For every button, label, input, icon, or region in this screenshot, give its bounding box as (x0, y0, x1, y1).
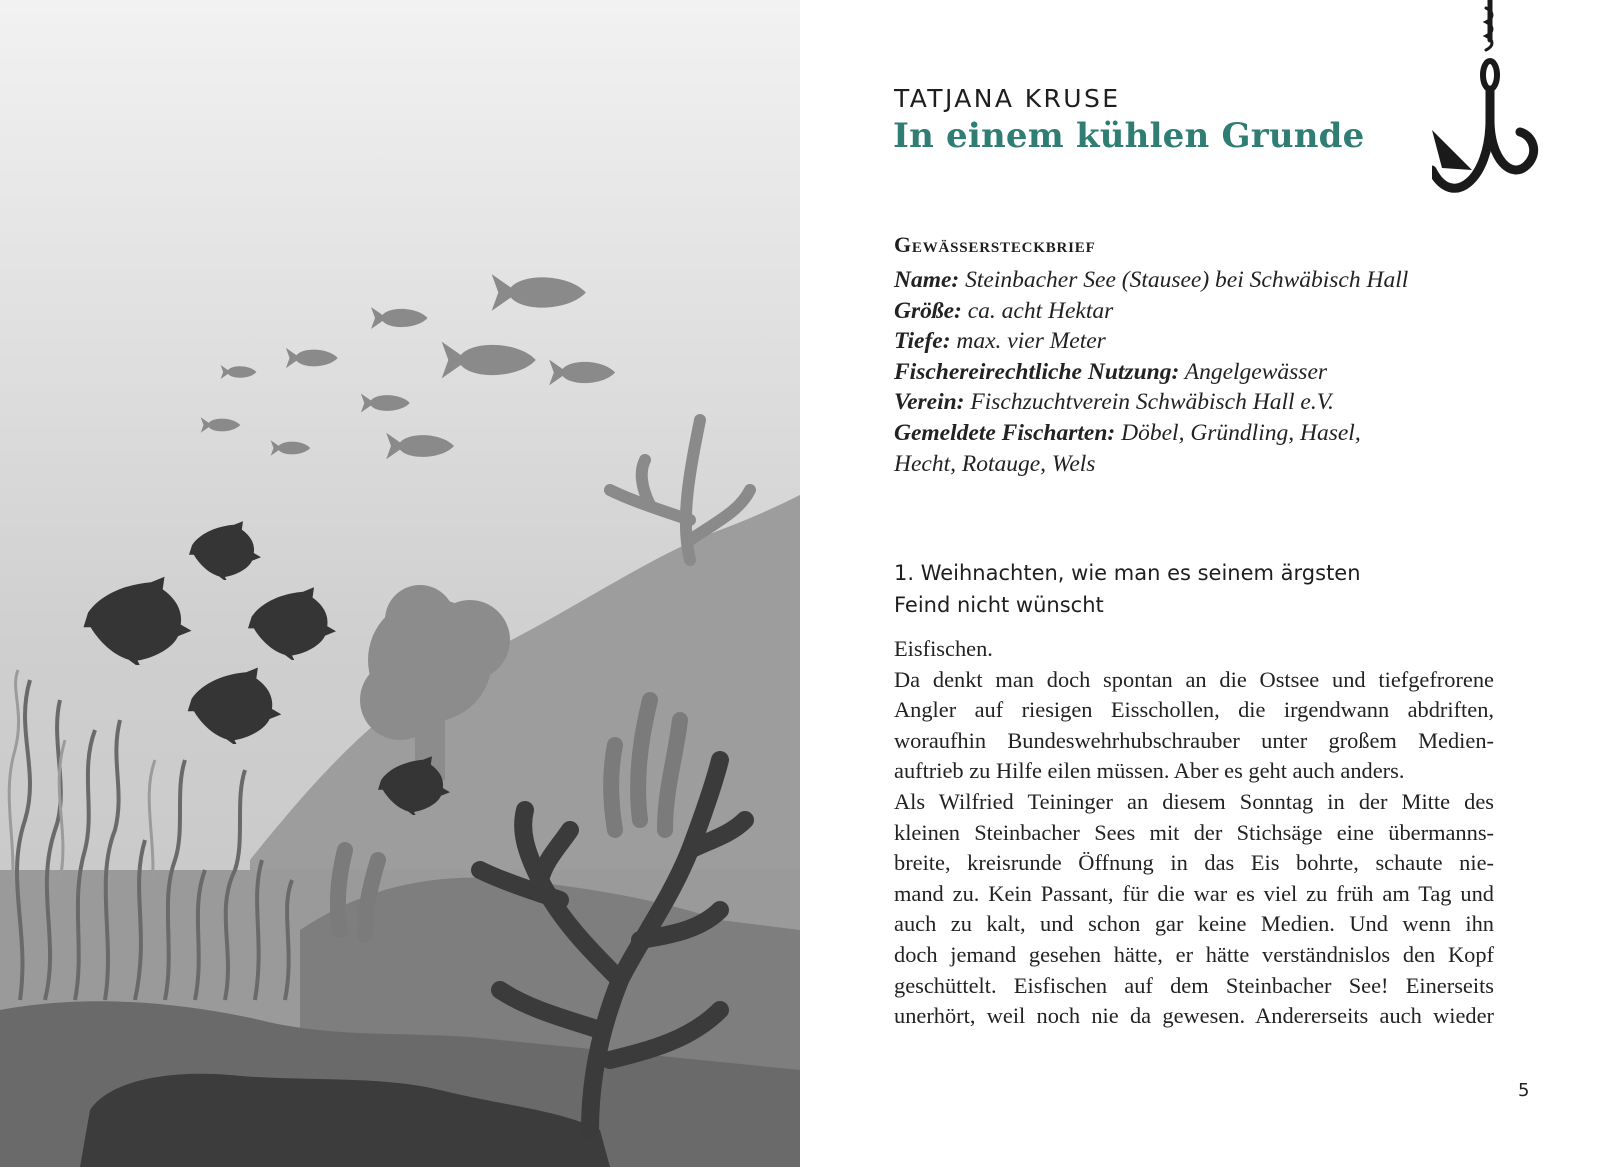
fact-club (894, 387, 1534, 418)
body-line: doch jemand gesehen hätte, er hätte verständnislos den Kopf (894, 941, 1494, 967)
fact-usage (894, 357, 1534, 388)
chapter-title (894, 558, 1514, 621)
fact-key: Verein: (894, 389, 965, 416)
body-line: breite, kreisrunde Öffnung in das Eis bohrte, schaute nie- (894, 850, 1494, 876)
body-line: Als Wilfried Teininger an diesem Sonntag in der Mitte des (894, 788, 1494, 814)
body-line: Eisfischen. (894, 636, 993, 661)
fact-value: max. vier Meter (950, 328, 1106, 355)
chapter-title-line: Feind nicht wünscht (894, 592, 1104, 617)
page-number: 5 (1518, 1080, 1530, 1101)
author-name: TATJANA KRUSE (894, 84, 1121, 113)
body-line: auftrieb zu Hilfe eilen müssen. Aber es geht auch anders. (894, 758, 1405, 784)
fact-value: Angelgewässer (1179, 358, 1328, 385)
body-line: unerhört, weil noch nie da gewesen. Andererseits auch wieder (894, 1003, 1494, 1029)
fact-key: Fischereirechtliche Nutzung: (894, 358, 1180, 385)
body-line: woraufhin Bundeswehrhubschrauber unter großem Medien- (894, 727, 1494, 753)
steckbrief-facts (894, 265, 1534, 479)
body-line: auch zu kalt, und schon gar keine Medien. Und wenn ihn (894, 911, 1494, 937)
body-text (894, 634, 1494, 1032)
body-line: Angler auf riesigen Eisschollen, die irgendwann abdriften, (894, 697, 1494, 723)
fact-size (894, 296, 1534, 327)
body-line: mand zu. Kein Passant, für die war es viel zu früh am Tag und (894, 880, 1494, 906)
fact-key: Gemeldete Fischarten: (894, 419, 1116, 446)
steckbrief-heading: Gewässersteckbrief (894, 232, 1096, 257)
fact-depth (894, 326, 1534, 357)
story-title: In einem kühlen Grunde (893, 116, 1365, 156)
body-line: kleinen Steinbacher Sees mit der Stichsäge eine übermanns- (894, 819, 1494, 845)
fact-key: Name: (894, 267, 960, 293)
fact-species (894, 418, 1534, 449)
fact-name (894, 265, 1534, 296)
body-line: geschüttelt. Eisfischen auf dem Steinbacher See! Einerseits (894, 972, 1494, 998)
fact-value: Fischzuchtverein Schwäbisch Hall e.V. (964, 389, 1334, 416)
fact-value: Döbel, Gründling, Hasel, (1115, 419, 1361, 446)
fact-key: Tiefe: (894, 328, 951, 355)
fact-value: ca. acht Hektar (961, 297, 1114, 324)
chapter-title-line: 1. Weihnachten, wie man es seinem ärgsten (894, 561, 1361, 585)
fact-species-continued: Hecht, Rotauge, Wels (894, 450, 1096, 477)
fact-key: Größe: (894, 297, 962, 324)
body-line: Da denkt man doch spontan an die Ostsee und tiefgefrorene (894, 666, 1494, 692)
fishing-hook-icon (1432, 0, 1552, 220)
fact-value: Steinbacher See (Stausee) bei Schwäbisch Hall (959, 267, 1409, 293)
